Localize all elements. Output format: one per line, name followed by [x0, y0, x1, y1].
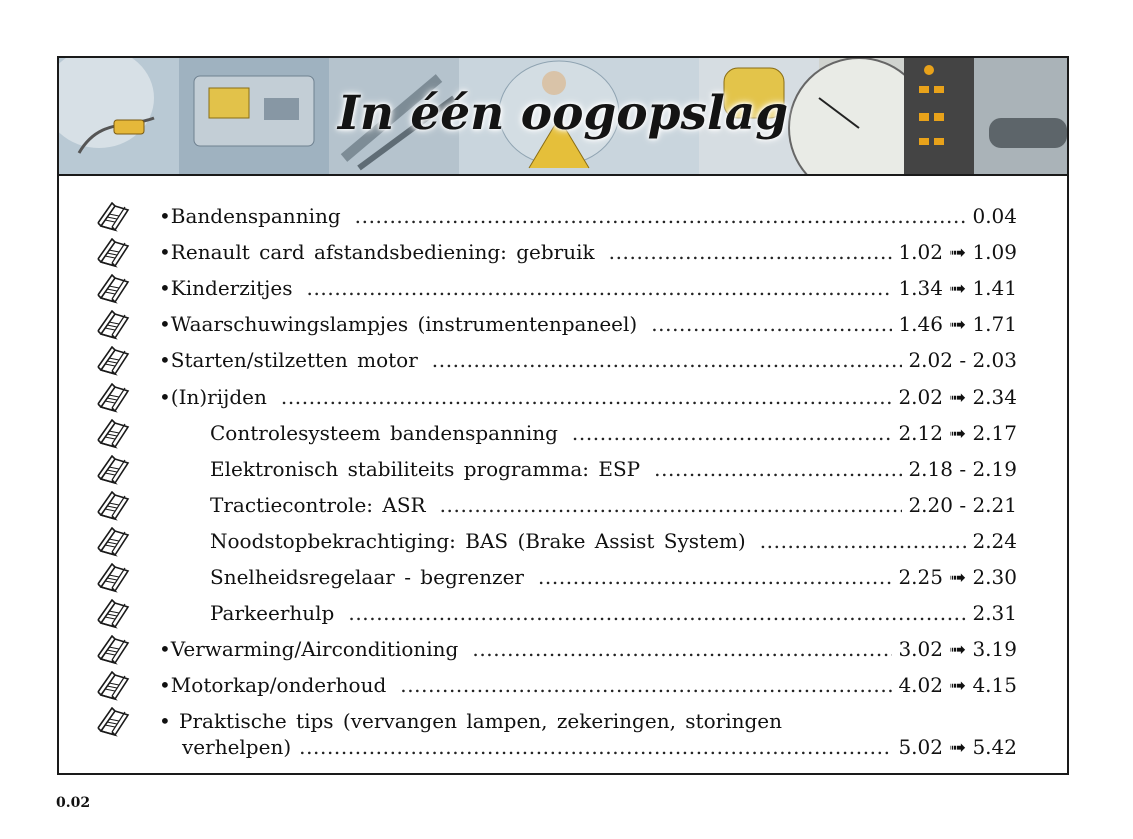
book-icon	[95, 635, 131, 665]
toc-label: Starten/stilzetten motor	[170, 348, 418, 373]
toc-entry[interactable]	[159, 673, 1017, 697]
toc-label: Praktische tips (vervangen lampen, zekeringen, storingen	[179, 709, 782, 734]
toc-label: Waarschuwingslampjes (instrumentenpaneel)	[170, 312, 638, 337]
toc-row[interactable]	[59, 348, 1067, 382]
toc-entry[interactable]	[210, 457, 1017, 481]
bullet-icon: •	[159, 384, 171, 409]
book-icon	[95, 238, 131, 268]
toc-entry[interactable]	[159, 312, 1017, 336]
toc-page-range: 2.02 - 2.03	[908, 348, 1017, 373]
dot-leader	[307, 276, 893, 300]
toc-page-range: 3.02 ➟ 3.19	[898, 637, 1017, 662]
bullet-icon: •	[159, 709, 171, 734]
toc-row[interactable]	[59, 637, 1067, 671]
page-number: 0.02	[56, 795, 91, 811]
toc-entry[interactable]	[159, 348, 1017, 372]
toc-label: Noodstopbekrachtiging: BAS (Brake Assist System)	[210, 528, 746, 553]
dot-leader	[609, 240, 893, 264]
dot-leader	[432, 348, 903, 372]
header-banner	[59, 58, 1067, 176]
book-icon	[95, 491, 131, 521]
toc-label: Verwarming/Airconditioning	[170, 637, 459, 662]
dot-leader	[572, 421, 893, 445]
book-icon	[95, 455, 131, 485]
dot-leader	[355, 204, 967, 228]
toc-entry[interactable]	[159, 240, 1017, 264]
content-frame	[57, 56, 1069, 775]
bullet-icon: •	[159, 204, 171, 228]
toc-page-range: 4.02 ➟ 4.15	[898, 673, 1017, 698]
toc-row[interactable]	[59, 601, 1067, 635]
toc-entry[interactable]	[159, 385, 1017, 409]
toc-page-range: 2.24	[972, 528, 1017, 553]
dot-leader	[760, 529, 967, 553]
toc-row[interactable]	[59, 204, 1067, 238]
book-icon	[95, 599, 131, 629]
dot-leader	[281, 385, 893, 409]
toc-row[interactable]	[59, 240, 1067, 274]
toc-page-range: 2.12 ➟ 2.17	[898, 420, 1017, 445]
bullet-icon: •	[159, 673, 171, 698]
toc-entry[interactable]	[210, 421, 1017, 445]
dot-leader	[651, 312, 892, 336]
book-icon	[95, 563, 131, 593]
book-icon	[95, 671, 131, 701]
toc-page-range: 2.20 - 2.21	[908, 492, 1017, 517]
toc-label: Elektronisch stabiliteits programma: ESP	[210, 456, 641, 481]
toc-row[interactable]	[59, 457, 1067, 491]
bullet-icon: •	[159, 312, 171, 337]
toc-label: Snelheidsregelaar - begrenzer	[210, 565, 524, 589]
toc-entry[interactable]	[159, 709, 1017, 733]
toc-row[interactable]	[59, 312, 1067, 346]
book-icon	[95, 707, 131, 737]
dot-leader	[400, 673, 892, 697]
toc-page-range: 0.04	[972, 204, 1017, 228]
toc-entry[interactable]	[159, 276, 1017, 300]
toc-label: Controlesysteem bandenspanning	[210, 420, 558, 445]
book-icon	[95, 202, 131, 232]
bullet-icon: •	[159, 637, 171, 662]
toc-row[interactable]	[59, 565, 1067, 599]
toc-label: Bandenspanning	[170, 204, 341, 228]
toc-entry[interactable]	[159, 204, 1017, 228]
toc-row[interactable]	[59, 529, 1067, 563]
toc-page-range: 2.31	[972, 601, 1017, 626]
dot-leader	[654, 457, 902, 481]
book-icon	[95, 383, 131, 413]
toc-page-range: 5.02 ➟ 5.42	[898, 735, 1017, 760]
dot-leader	[538, 565, 892, 589]
toc-label: Renault card afstandsbediening: gebruik	[170, 240, 595, 265]
book-icon	[95, 527, 131, 557]
dot-leader	[348, 601, 966, 625]
toc-entry[interactable]	[210, 601, 1017, 625]
toc-label-continuation: verhelpen)	[182, 735, 292, 760]
toc-row[interactable]	[59, 276, 1067, 310]
toc-label: Tractiecontrole: ASR	[210, 492, 426, 517]
book-icon	[95, 310, 131, 340]
bullet-icon: •	[159, 240, 171, 265]
toc-label: Kinderzitjes	[170, 276, 293, 301]
book-icon	[95, 274, 131, 304]
toc-row[interactable]	[59, 385, 1067, 419]
toc-row[interactable]	[59, 673, 1067, 707]
toc-label: Parkeerhulp	[210, 601, 335, 626]
dot-leader	[299, 735, 892, 759]
toc-row[interactable]	[59, 421, 1067, 455]
page-title: In één oogopslag	[337, 86, 789, 141]
toc-entry[interactable]	[210, 493, 1017, 517]
toc-row[interactable]	[59, 493, 1067, 527]
toc-label: (In)rijden	[170, 384, 267, 409]
toc-page-range: 2.25 ➟ 2.30	[898, 565, 1017, 589]
toc-page-range: 2.18 - 2.19	[908, 456, 1017, 481]
toc-entry[interactable]	[210, 529, 1017, 553]
toc-page-range: 1.46 ➟ 1.71	[898, 312, 1017, 337]
toc-label: Motorkap/onderhoud	[170, 673, 387, 698]
toc-page-range: 2.02 ➟ 2.34	[898, 384, 1017, 409]
toc-entry-continuation[interactable]	[182, 735, 1017, 759]
bullet-icon: •	[159, 348, 171, 373]
book-icon	[95, 419, 131, 449]
dot-leader	[472, 637, 892, 661]
toc-page-range: 1.34 ➟ 1.41	[898, 276, 1017, 301]
toc-page-range: 1.02 ➟ 1.09	[898, 240, 1017, 265]
book-icon	[95, 346, 131, 376]
bullet-icon: •	[159, 276, 171, 301]
dot-leader	[440, 493, 903, 517]
toc-entry[interactable]	[159, 637, 1017, 661]
toc-row[interactable]	[59, 709, 1067, 760]
toc-entry[interactable]	[210, 565, 1017, 589]
